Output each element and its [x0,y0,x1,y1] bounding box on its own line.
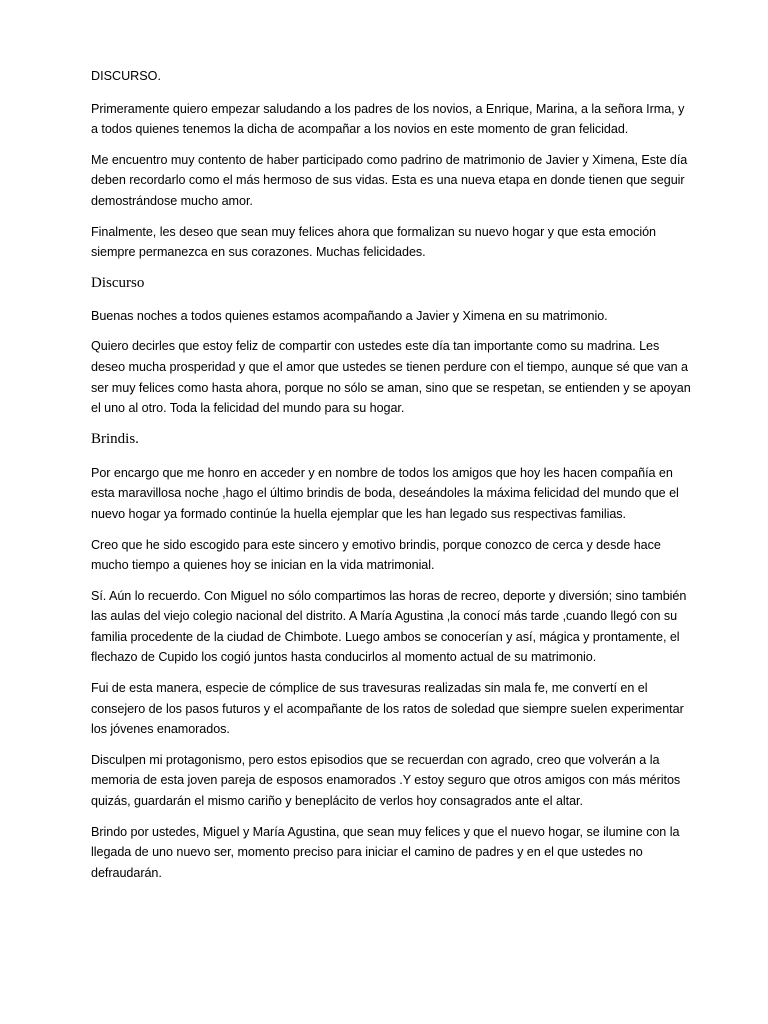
paragraph-finalmente: Finalmente, les deseo que sean muy felices ahora que formalizan su nuevo hogar y que esta emoción siempre permanezca en sus corazones. Muchas felicidades. [91,224,657,260]
paragraph-escogido: Creo que he sido escogido para este sincero y emotivo brindis, porque conozco de cerca y desde hace mucho tiempo a quienes hoy se inician en la vida matrimonial. [91,537,661,573]
paragraph-encargo: Por encargo que me honro en acceder y en nombre de todos los amigos que hoy les hacen compañía en esta maravillosa noche ,hago el último brindis de boda, deseándoles la máxima felicidad del mundo que el nuevo hogar ya formado continúe la huella ejemplar que les han legado sus respectivas familias. [91,465,679,521]
paragraph-madrina: Quiero decirles que estoy feliz de compartir con ustedes este día tan importante como su madrina. Les deseo mucha prosperidad y que el amor que ustedes se tienen perdure con el tiempo, aunque sé que van a ser muy felices como hasta ahora, porque no sólo se aman, sino que se respetan, se entienden y se apoyan el uno al otro. Toda la felicidad del mundo para su hogar. [91,339,691,416]
paragraph-brindo: Brindo por ustedes, Miguel y María Agustina, que sean muy felices y que el nuevo hogar, se ilumine con la llegada de uno nuevo ser, momento preciso para iniciar el camino de padres y en el que ustedes no defraudarán. [91,824,680,880]
paragraph-greeting: Primeramente quiero empezar saludando a los padres de los novios, a Enrique, Marina, a la señora Irma, y a todos quienes tenemos la dicha de acompañar a los novios en este momento de gran felicidad. [91,101,685,137]
paragraph-buenas-noches: Buenas noches a todos quienes estamos acompañando a Javier y Ximena en su matrimonio. [91,308,608,323]
paragraph-protagonismo: Disculpen mi protagonismo, pero estos episodios que se recuerdan con agrado, creo que volverán a la memoria de esta joven pareja de esposos enamorados .Y estoy seguro que otros amigos con más méritos quizás, guardarán el mismo cariño y beneplácito de verlos hoy consagrados ante el altar. [91,752,681,809]
paragraph-recuerdo: Sí. Aún lo recuerdo. Con Miguel no sólo compartimos las horas de recreo, deporte y diversión; sino también las aulas del viejo colegio nacional del distrito. A María Agustina ,la conocí más tarde ,cuando llegó con su familia procedente de la ciudad de Chimbote. Luego ambos se conocerían y así, mágica y prontamente, el flechazo de Cupido los cogió juntos hasta conducirlos al momento actual de su matrimonio. [91,588,687,665]
document-body [91,66,691,893]
title-discurso: DISCURSO. [91,69,161,83]
paragraph-complice: Fui de esta manera, especie de cómplice de sus travesuras realizadas sin mala fe, me convertí en el consejero de los pasos futuros y el acompañante de los ratos de soledad que siempre suelen experimentar los jóvenes enamorados. [91,681,684,737]
heading-brindis: Brindis. [91,430,139,447]
heading-discurso: Discurso [91,274,145,291]
paragraph-padrino: Me encuentro muy contento de haber participado como padrino de matrimonio de Javier y Ximena, Este día deben recordarlo como el más hermoso de sus vidas. Esta es una nueva etapa en donde tienen que seguir demostrándose mucho amor. [91,152,688,208]
